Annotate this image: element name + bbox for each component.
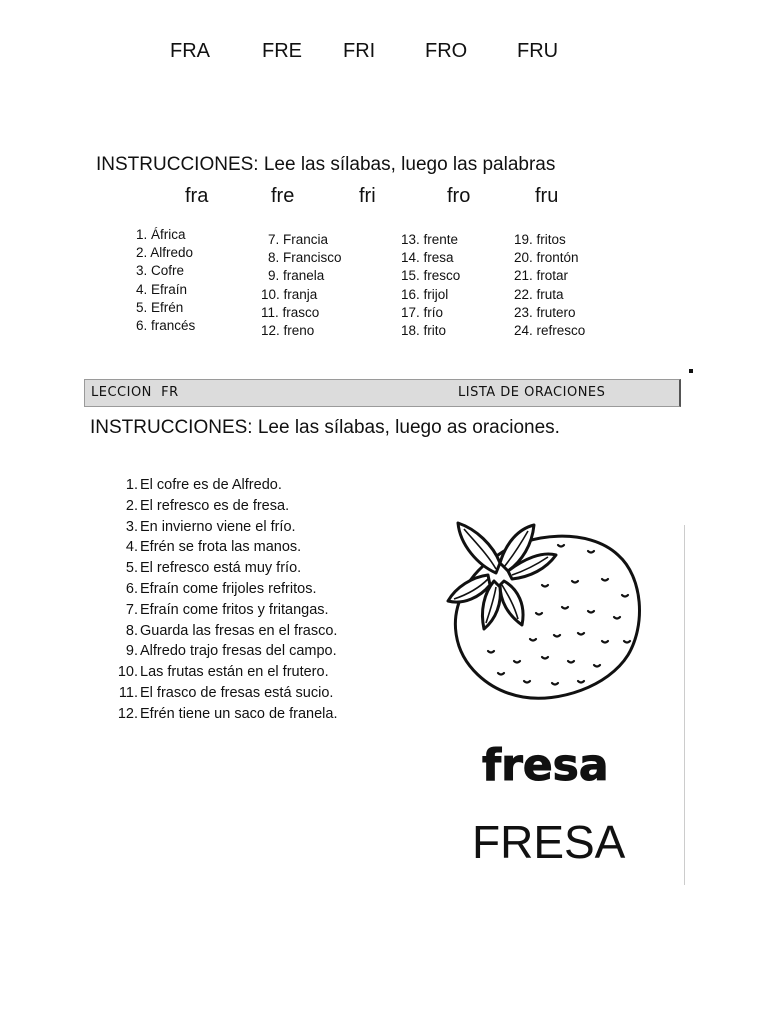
sentence-number: 7. <box>125 601 138 618</box>
word-item: 17. frío <box>401 304 444 320</box>
word-item: 15. fresco <box>401 268 461 284</box>
sentence-number: 10. <box>117 664 138 681</box>
picture-word-uppercase: FRESA <box>472 816 626 868</box>
word-item: 13. frente <box>401 232 459 247</box>
sentence-item <box>108 558 338 579</box>
word-item: 8. Francisco <box>268 250 342 266</box>
sentence-number: 12. <box>117 705 138 722</box>
top-syllable-fra: FRA <box>170 40 210 62</box>
sentence-text: El refresco está muy frío. <box>140 560 302 577</box>
sentence-text: En invierno viene el frío. <box>140 518 296 535</box>
top-syllable-fre: FRE <box>262 40 302 62</box>
word-item: 18. frito <box>401 323 447 339</box>
sentence-text: Efrén se frota las manos. <box>140 539 302 556</box>
sentence-number: 4. <box>125 539 138 556</box>
sentence-number: 6. <box>125 580 138 597</box>
word-item: 9. franela <box>268 268 325 284</box>
word-column-2 <box>261 231 342 340</box>
sentence-item <box>108 517 338 538</box>
syllable-fri: fri <box>359 185 376 207</box>
sentence-text: El frasco de fresas está sucio. <box>140 684 334 701</box>
sentence-text: Las frutas están en el frutero. <box>140 664 329 681</box>
sentence-text: Efraín come fritos y fritangas. <box>140 601 329 618</box>
word-item: 21. frotar <box>514 268 569 284</box>
sentence-text: El refresco es de fresa. <box>140 497 290 514</box>
syllable-fra: fra <box>185 185 209 207</box>
word-column-1 <box>136 226 195 335</box>
top-syllable-fro: FRO <box>425 40 468 62</box>
sentence-number: 11. <box>118 684 138 701</box>
top-syllable-fru: FRU <box>517 40 559 62</box>
word-column-4 <box>514 231 585 340</box>
word-item: 6. francés <box>136 318 196 334</box>
sentence-text: Efrén tiene un saco de franela. <box>140 705 338 722</box>
sentence-text: Alfredo trajo fresas del campo. <box>140 643 337 660</box>
sentence-item <box>108 600 338 621</box>
instructions-words: INSTRUCCIONES: Lee las sílabas, luego las palabras <box>96 154 556 175</box>
word-item: 12. freno <box>261 323 315 339</box>
word-item: 2. Alfredo <box>136 245 194 261</box>
syllable-fro: fro <box>447 185 471 207</box>
sentence-text: Efraín come frijoles refritos. <box>140 580 317 597</box>
sentence-item <box>108 641 338 662</box>
sentence-item <box>108 662 338 683</box>
sentence-number: 9. <box>125 643 138 660</box>
word-item: 3. Cofre <box>136 263 185 279</box>
word-column-3 <box>401 231 460 340</box>
sentence-number: 8. <box>125 622 138 639</box>
sentence-text: Guarda las fresas en el frasco. <box>140 622 338 639</box>
sentence-number: 5. <box>125 560 138 577</box>
syllable-fru: fru <box>535 185 559 207</box>
lesson-list-title: LISTA DE ORACIONES <box>458 385 606 400</box>
syllable-fre: fre <box>271 185 295 207</box>
sentence-number: 2. <box>125 497 138 514</box>
word-item: 20. frontón <box>514 250 579 266</box>
scan-edge-line <box>684 525 685 885</box>
sentence-number: 1. <box>125 477 138 493</box>
sentence-list <box>108 475 338 725</box>
picture-word-lowercase: fresa <box>482 740 609 791</box>
lesson-title: LECCION FR <box>91 385 179 400</box>
sentence-item <box>108 621 338 642</box>
word-item: 11. frasco <box>261 304 320 320</box>
sentence-item <box>108 537 338 558</box>
sentence-item <box>108 704 338 725</box>
word-item: 23. frutero <box>514 304 576 320</box>
sentence-item <box>108 579 338 600</box>
word-item: 22. fruta <box>514 286 564 302</box>
word-item: 1. África <box>136 227 186 242</box>
top-syllable-fri: FRI <box>343 40 376 62</box>
word-item: 4. Efraín <box>136 281 188 297</box>
sentence-text: El cofre es de Alfredo. <box>140 477 282 493</box>
lesson-bar <box>84 379 681 407</box>
instructions-sentences: INSTRUCCIONES: Lee las sílabas, luego as oraciones. <box>90 417 560 438</box>
word-item: 10. franja <box>261 286 318 302</box>
stray-dot <box>689 369 693 373</box>
sentence-number: 3. <box>125 518 138 535</box>
word-item: 24. refresco <box>514 323 586 339</box>
word-item: 19. fritos <box>514 232 566 247</box>
word-item: 5. Efrén <box>136 299 184 315</box>
strawberry-icon <box>438 515 646 705</box>
word-item: 14. fresa <box>401 250 454 266</box>
word-item: 16. frijol <box>401 286 449 302</box>
sentence-item <box>108 496 338 517</box>
sentence-item <box>108 683 338 704</box>
sentence-item <box>108 475 338 496</box>
word-item: 7. Francia <box>268 232 329 247</box>
